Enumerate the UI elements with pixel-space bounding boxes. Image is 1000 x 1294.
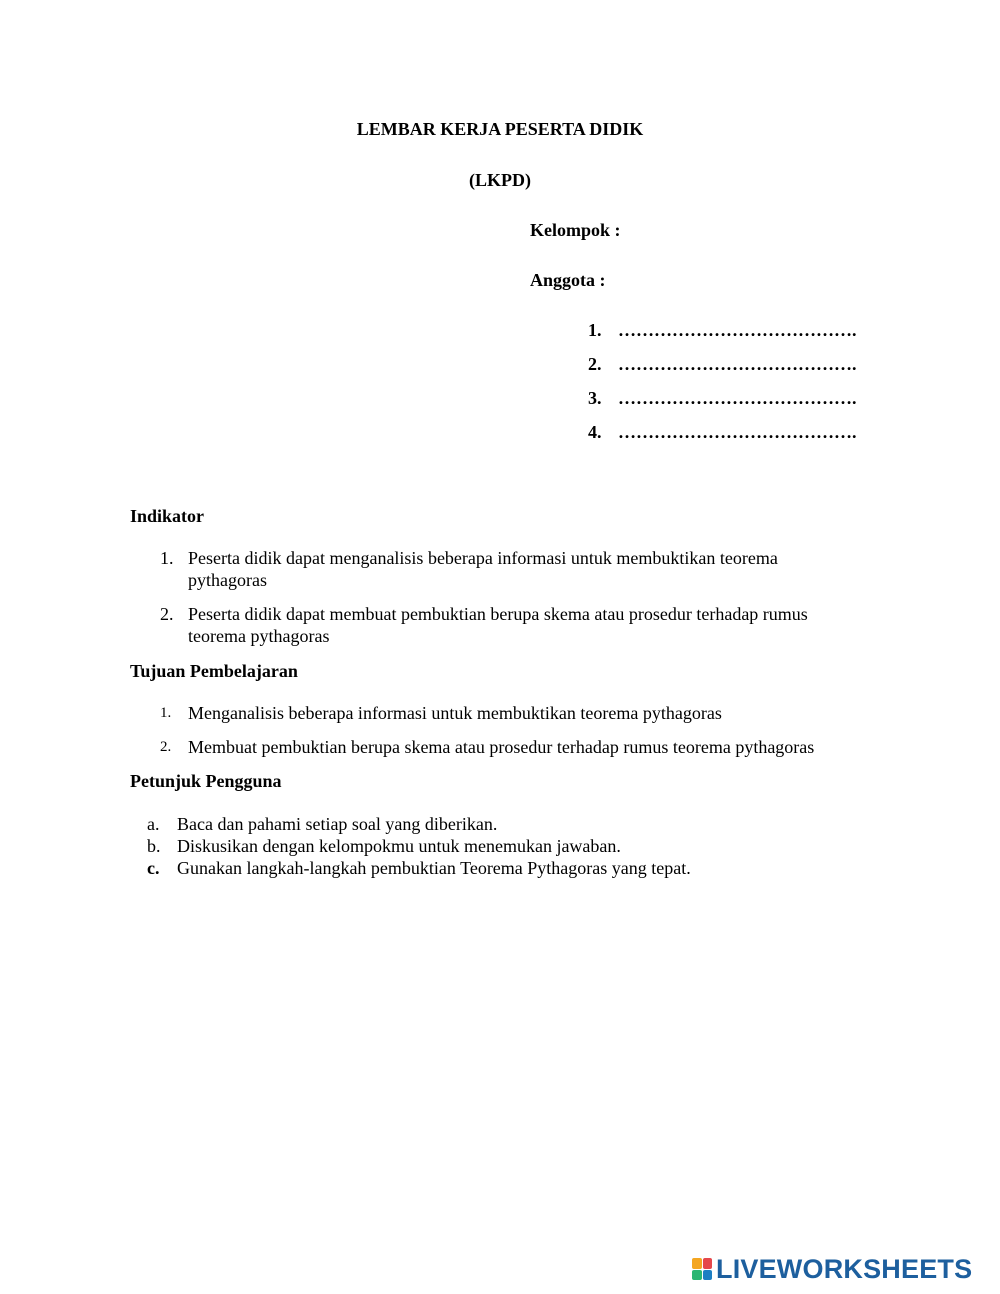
list-number: 2. [160,739,172,755]
member-number: 1. [588,320,602,340]
indikator-text-line: Peserta didik dapat membuat pembuktian berupa skema atau prosedur terhadap rumus [188,604,808,624]
anggota-label: Anggota : [530,270,606,290]
petunjuk-text: Baca dan pahami setiap soal yang diberikan. [177,814,498,834]
member-number: 3. [588,388,602,408]
logo-square-4 [703,1270,713,1281]
member-blank-line: …………………………………. [618,354,857,374]
list-number: 2. [160,604,174,624]
indikator-text-line: teorema pythagoras [188,626,330,646]
member-blank-line: …………………………………. [618,422,857,442]
page-title: LEMBAR KERJA PESERTA DIDIK [356,119,644,139]
petunjuk-text: Gunakan langkah-langkah pembuktian Teorema Pythagoras yang tepat. [177,858,691,878]
logo-square-3 [692,1270,702,1281]
member-item [588,422,857,443]
member-blank-line: …………………………………. [618,320,857,340]
member-item [588,354,857,375]
member-item [588,320,857,341]
tujuan-text: Menganalisis beberapa informasi untuk membuktikan teorema pythagoras [188,703,722,723]
petunjuk-heading: Petunjuk Pengguna [130,771,282,791]
tujuan-text: Membuat pembuktian berupa skema atau prosedur terhadap rumus teorema pythagoras [188,737,815,757]
member-number: 2. [588,354,602,374]
petunjuk-text: Diskusikan dengan kelompokmu untuk menemukan jawaban. [177,836,621,856]
page-subtitle: (LKPD) [469,170,531,190]
indikator-text-line: pythagoras [188,570,267,590]
member-item [588,388,857,409]
tujuan-heading: Tujuan Pembelajaran [130,661,298,681]
list-number: 1. [160,705,172,721]
member-blank-line: …………………………………. [618,388,857,408]
liveworksheets-logo-text: LIVEWORKSHEETS [716,1254,973,1284]
list-letter: b. [147,836,161,856]
list-letter: a. [147,814,160,834]
kelompok-label: Kelompok : [530,220,621,240]
liveworksheets-logo [692,1254,972,1284]
logo-square-1 [692,1258,702,1269]
list-letter: c. [147,858,160,878]
list-number: 1. [160,548,174,568]
indikator-heading: Indikator [130,506,205,526]
indikator-text-line: Peserta didik dapat menganalisis beberapa informasi untuk membuktikan teorema [188,548,778,568]
member-number: 4. [588,422,602,442]
logo-square-2 [703,1258,713,1269]
liveworksheets-logo-icon [692,1258,712,1280]
